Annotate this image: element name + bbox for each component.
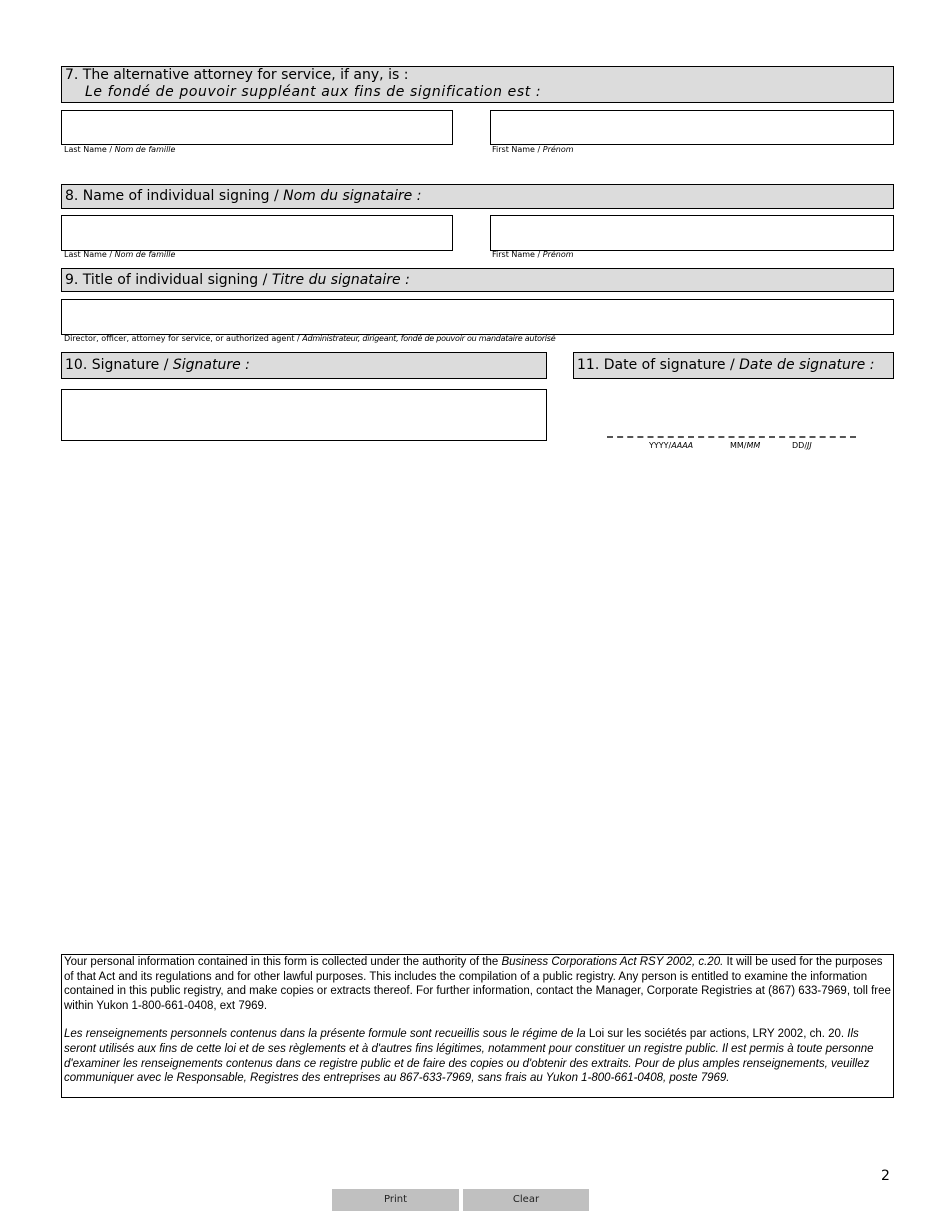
section-8-title-en: 8. Name of individual signing / — [65, 188, 284, 204]
last-name-caption-fr: Nom de famille — [114, 145, 176, 154]
section-8-last-name-input[interactable] — [61, 215, 453, 251]
section-9-caption-fr: Administrateur, dirigeant, fondé de pouvoir ou mandataire autorisé — [302, 334, 556, 343]
first-name-caption-en: First Name / — [492, 250, 543, 259]
date-year-caption-fr: AAAA — [671, 441, 694, 450]
first-name-caption-fr: Prénom — [542, 250, 574, 259]
section-10-title-fr: Signature : — [172, 357, 250, 373]
last-name-caption-en: Last Name / — [64, 145, 115, 154]
section-10-header — [61, 352, 547, 379]
section-11-title-en: 11. Date of signature / — [577, 357, 740, 373]
date-day-caption-en: DD/ — [792, 441, 808, 450]
section-8-first-name-input[interactable] — [490, 215, 894, 251]
section-9-caption-en: Director, officer, attorney for service, or authorized agent / — [64, 334, 303, 343]
privacy-fr-part2: Ils seront utilisés aux fins de cette loi et de ses règlements et à d'autres fins légitimes, notamment pour constituer un registre public. Il est permis à toute personne d'examiner les renseignements contenus dans ce registre public et de faire des copies ou d'obtenir des extraits. Pour de plus amples renseignements, veuillez communiquer avec le Responsable, Registres des entreprises au 867-633-7969, sans frais au Yukon 1-800-661-0408, poste 7969. — [64, 1028, 874, 1085]
section-8-first-name-caption — [492, 250, 574, 260]
date-year-caption — [649, 441, 693, 450]
first-name-caption-fr: Prénom — [542, 145, 574, 154]
date-month-caption-fr: MM — [746, 441, 761, 450]
section-8-header — [61, 184, 894, 209]
page-number: 2 — [881, 1168, 890, 1184]
section-7-last-name-caption — [64, 145, 175, 155]
section-8-last-name-caption — [64, 250, 175, 260]
privacy-notice — [61, 954, 894, 1098]
section-7-first-name-input[interactable] — [490, 110, 894, 145]
signature-box[interactable] — [61, 389, 547, 441]
date-month-caption-en: MM/ — [730, 441, 747, 450]
date-day-caption — [792, 441, 812, 450]
last-name-caption-fr: Nom de famille — [114, 250, 176, 259]
section-7-title-fr: Le fondé de pouvoir suppléant aux fins de signification est : — [85, 84, 542, 100]
section-7-header — [61, 66, 894, 103]
section-9-title-fr: Titre du signataire : — [271, 272, 410, 288]
section-9-caption — [64, 334, 555, 344]
section-8-title-fr: Nom du signataire : — [283, 188, 422, 204]
privacy-en-part1: Your personal information contained in this form is collected under the authority of the — [64, 956, 502, 968]
section-9-title-en: 9. Title of individual signing / — [65, 272, 272, 288]
section-9-title-input[interactable] — [61, 299, 894, 335]
section-10-title-en: 10. Signature / — [65, 357, 173, 373]
section-7-title-en: 7. The alternative attorney for service, if any, is : — [65, 67, 409, 83]
section-11-header — [573, 352, 894, 379]
date-input-line[interactable] — [607, 436, 856, 438]
last-name-caption-en: Last Name / — [64, 250, 115, 259]
section-9-header — [61, 268, 894, 292]
section-7-first-name-caption — [492, 145, 574, 155]
date-day-caption-fr: JJ — [807, 441, 812, 450]
section-11-title-fr: Date de signature : — [739, 357, 875, 373]
privacy-fr-act: Loi sur les sociétés par actions, LRY 2002, ch. 20. — [588, 1028, 845, 1041]
date-month-caption — [730, 441, 760, 450]
privacy-fr-part1: Les renseignements personnels contenus dans la présente formule sont recueillis sous le régime de la — [64, 1028, 589, 1041]
date-year-caption-en: YYYY/ — [649, 441, 672, 450]
privacy-en-part2: It will be used for the purposes of that Act and its regulations and for other lawful purposes. This includes the compilation of a public registry. Any person is entitled to examine the information contained in this public registry, and make copies or extracts thereof. For further information, contact the Manager, Corporate Registries at (867) 633-7969, toll free within Yukon 1-800-661-0408, ext 7969. — [64, 956, 891, 1012]
privacy-en-act: Business Corporations Act RSY 2002, c.20. — [501, 956, 724, 968]
print-button[interactable]: Print — [332, 1189, 459, 1211]
privacy-notice-fr — [64, 1027, 891, 1085]
clear-button[interactable]: Clear — [463, 1189, 589, 1211]
section-7-last-name-input[interactable] — [61, 110, 453, 145]
first-name-caption-en: First Name / — [492, 145, 543, 154]
privacy-notice-en — [64, 955, 891, 1013]
